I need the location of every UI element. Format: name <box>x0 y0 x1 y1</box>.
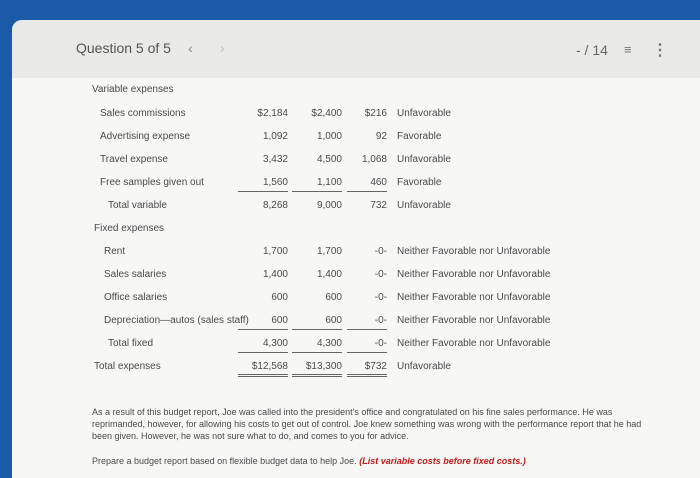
row-label: Travel expense <box>100 154 168 165</box>
actual-value: 4,300 <box>238 338 288 353</box>
actual-value: 1,560 <box>238 177 288 192</box>
question-content <box>12 78 700 478</box>
question-prompt <box>92 456 526 466</box>
variance-result: Unfavorable <box>397 200 451 211</box>
actual-value: $2,184 <box>257 108 288 119</box>
row-label: Free samples given out <box>100 177 204 188</box>
variance-result: Unfavorable <box>397 361 451 372</box>
actual-value: 600 <box>271 292 288 303</box>
variance-value: 92 <box>375 131 387 142</box>
variance-value: $732 <box>347 361 387 377</box>
variable-expenses-heading: Variable expenses <box>92 84 174 95</box>
budget-value: $13,300 <box>292 361 342 377</box>
budget-value: 1,400 <box>316 269 342 280</box>
variance-value: 732 <box>370 200 387 211</box>
variance-result: Unfavorable <box>397 108 451 119</box>
actual-value: 600 <box>238 315 288 330</box>
variance-result: Neither Favorable nor Unfavorable <box>397 246 551 257</box>
more-vertical-icon[interactable]: ⋮ <box>652 42 668 59</box>
budget-value: 4,300 <box>292 338 342 353</box>
budget-value: 4,500 <box>316 154 342 165</box>
prompt-emphasis: (List variable costs before fixed costs.) <box>359 456 526 466</box>
actual-value: 1,400 <box>262 269 288 280</box>
variance-result: Neither Favorable nor Unfavorable <box>397 292 551 303</box>
question-paragraph: As a result of this budget report, Joe was called into the president's office and congratulated on his fine sales performance. He was reprimanded, however, for allowing his costs to get out of control. Joe knew something was wrong with the performance report that he had been given. However, he was not sure what to do, and comes to you for advice. <box>92 407 642 441</box>
row-label: Office salaries <box>104 292 168 303</box>
prompt-text: Prepare a budget report based on flexible budget data to help Joe. <box>92 456 357 466</box>
variance-result: Neither Favorable nor Unfavorable <box>397 269 551 280</box>
row-label: Depreciation—autos (sales staff) <box>104 315 249 326</box>
question-title: Question 5 of 5 <box>76 40 171 56</box>
variance-value: $216 <box>364 108 387 119</box>
budget-value: 9,000 <box>316 200 342 211</box>
question-header <box>12 20 700 78</box>
actual-value: 8,268 <box>262 200 288 211</box>
budget-value: 1,700 <box>316 246 342 257</box>
variance-result: Neither Favorable nor Unfavorable <box>397 338 551 349</box>
variance-value: 460 <box>347 177 387 192</box>
variance-result: Unfavorable <box>397 154 451 165</box>
total-expenses-label: Total expenses <box>94 361 161 372</box>
total-variable-label: Total variable <box>108 200 167 211</box>
budget-value: 600 <box>292 315 342 330</box>
fixed-expenses-heading: Fixed expenses <box>94 223 165 234</box>
budget-value: 1,100 <box>292 177 342 192</box>
row-label: Advertising expense <box>100 131 191 142</box>
question-panel <box>12 20 700 478</box>
actual-value: 3,432 <box>262 154 288 165</box>
variance-value: -0- <box>374 269 387 280</box>
actual-value: 1,092 <box>262 131 288 142</box>
budget-value: $2,400 <box>311 108 342 119</box>
row-label: Sales commissions <box>100 108 186 119</box>
total-fixed-label: Total fixed <box>108 338 154 349</box>
budget-value: 1,000 <box>316 131 342 142</box>
variance-value: -0- <box>374 246 387 257</box>
row-label: Sales salaries <box>104 269 167 280</box>
actual-value: 1,700 <box>262 246 288 257</box>
top-bar <box>0 0 700 20</box>
variance-value: -0- <box>347 338 387 353</box>
chevron-right-icon[interactable]: › <box>220 40 225 56</box>
list-icon[interactable]: ≡ <box>624 42 632 57</box>
variance-result: Favorable <box>397 177 442 188</box>
row-label: Rent <box>104 246 126 257</box>
variance-value: 1,068 <box>361 154 387 165</box>
budget-value: 600 <box>325 292 342 303</box>
chevron-left-icon[interactable]: ‹ <box>188 40 193 56</box>
variance-value: -0- <box>374 292 387 303</box>
variance-result: Favorable <box>397 131 442 142</box>
score-display: - / 14 <box>576 42 608 58</box>
variance-value: -0- <box>347 315 387 330</box>
actual-value: $12,568 <box>238 361 288 377</box>
variance-result: Neither Favorable nor Unfavorable <box>397 315 551 326</box>
